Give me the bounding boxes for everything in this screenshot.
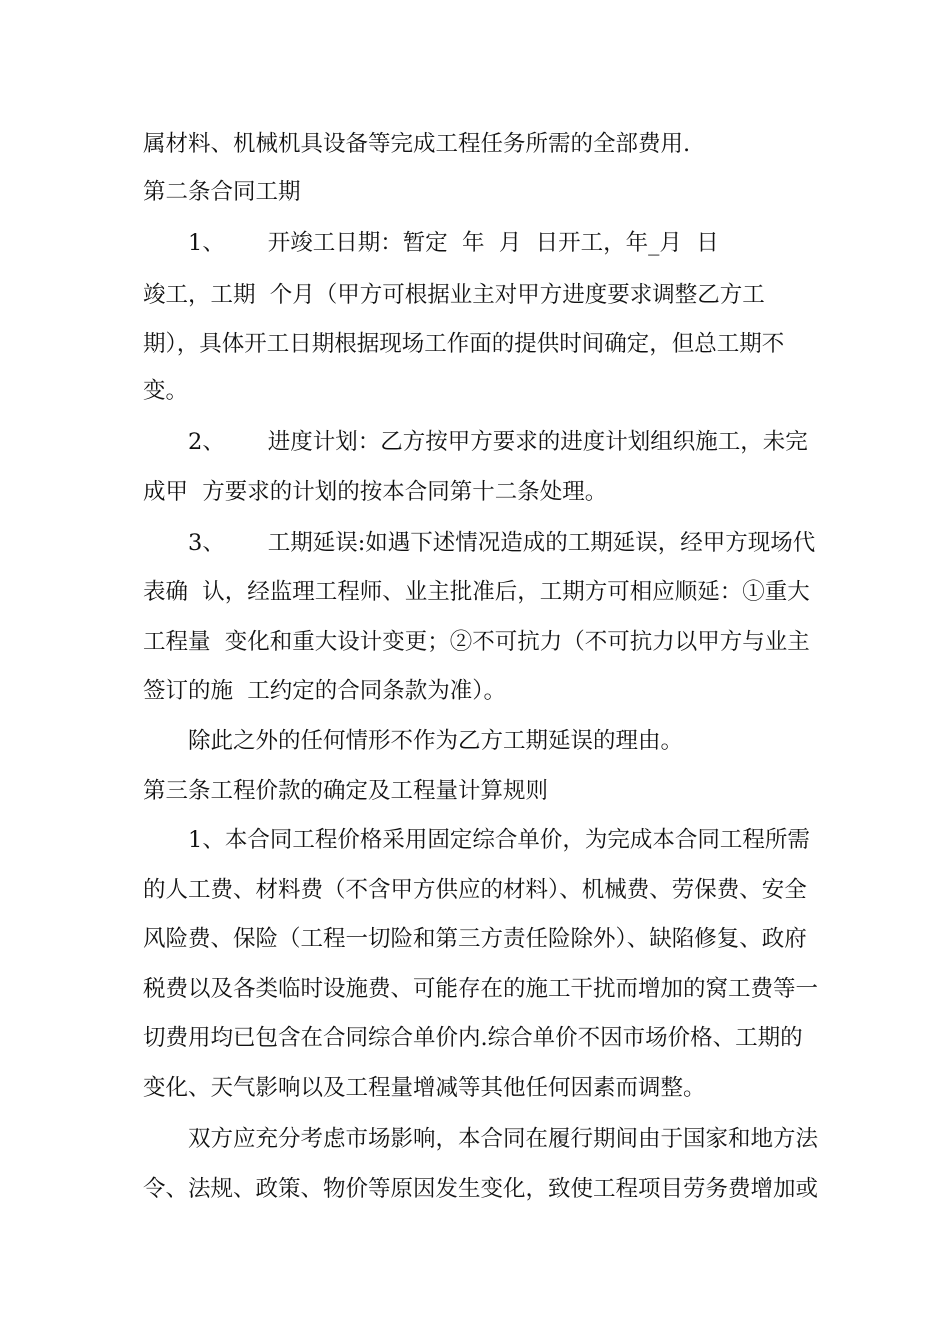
text-line: 签订的施 工约定的合同条款为准）。 bbox=[143, 678, 507, 704]
text-line: 竣工，工期 个月（甲方可根据业主对甲方进度要求调整乙方工 bbox=[143, 282, 765, 308]
text-line: 双方应充分考虑市场影响，本合同在履行期间由于国家和地方法 bbox=[188, 1126, 819, 1152]
text-line: 税费以及各类临时设施费、可能存在的施工干扰而增加的窝工费等一 bbox=[143, 976, 819, 1002]
text-line: 属材料、机械机具设备等完成工程任务所需的全部费用. bbox=[143, 131, 691, 157]
text-line: 1、本合同工程价格采用固定综合单价，为完成本合同工程所需 bbox=[188, 827, 810, 853]
text-line: 2、 进度计划：乙方按甲方要求的进度计划组织施工，未完 bbox=[188, 429, 808, 455]
section-heading: 第三条工程价款的确定及工程量计算规则 bbox=[143, 778, 549, 804]
section-heading: 第二条合同工期 bbox=[143, 179, 301, 205]
text-line: 风险费、保险（工程一切险和第三方责任险除外）、缺陷修复、政府 bbox=[143, 926, 807, 952]
text-line: 令、法规、政策、物价等原因发生变化，致使工程项目劳务费增加或 bbox=[143, 1176, 819, 1202]
text-line: 成甲 方要求的计划的按本合同第十二条处理。 bbox=[143, 479, 608, 505]
text-line: 变。 bbox=[143, 378, 189, 404]
text-line: 3、 工期延误:如遇下述情况造成的工期延误，经甲方现场代 bbox=[188, 530, 816, 556]
text-line: 表确 认，经监理工程师、业主批准后，工期方可相应顺延：①重大 bbox=[143, 579, 810, 605]
text-line: 工程量 变化和重大设计变更；②不可抗力（不可抗力以甲方与业主 bbox=[143, 629, 810, 655]
text-line: 1、 开竣工日期：暂定 年 月 日开工，年_月 日 bbox=[188, 230, 719, 256]
text-line: 期），具体开工日期根据现场工作面的提供时间确定，但总工期不 bbox=[143, 331, 785, 357]
text-line: 除此之外的任何情形不作为乙方工期延误的理由。 bbox=[188, 728, 684, 754]
text-line: 切费用均已包含在合同综合单价内.综合单价不因市场价格、工期的 bbox=[143, 1025, 803, 1051]
text-line: 变化、天气影响以及工程量增减等其他任何因素而调整。 bbox=[143, 1075, 706, 1101]
text-line: 的人工费、材料费（不含甲方供应的材料）、机械费、劳保费、安全 bbox=[143, 877, 807, 903]
